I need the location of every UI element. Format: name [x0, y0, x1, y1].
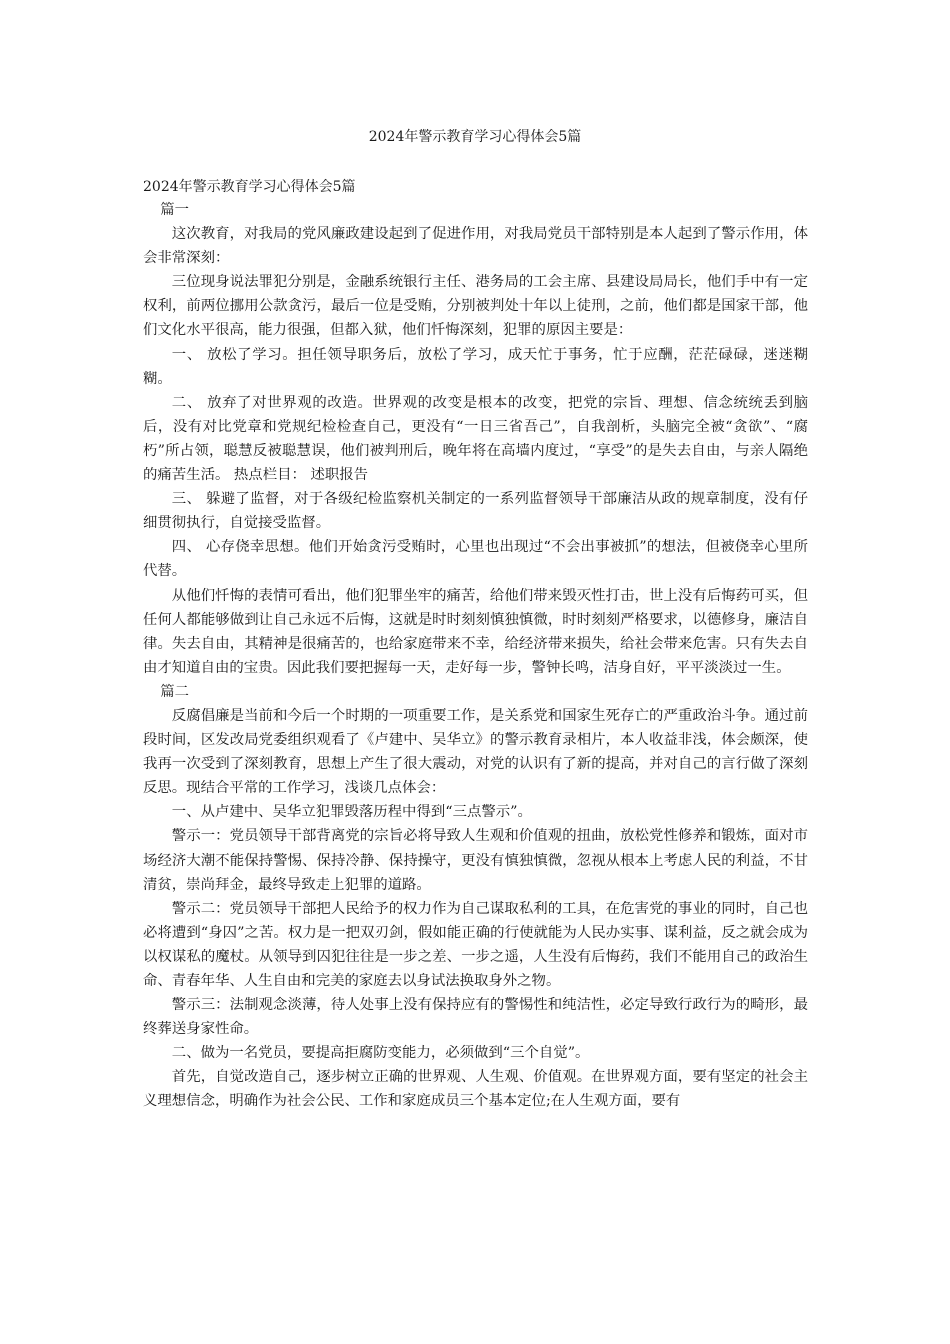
- paragraph: 从他们忏悔的表情可看出，他们犯罪坐牢的痛苦，给他们带来毁灭性打击，世上没有后悔药可买，但任何人都能够做到让自己永远不后悔，这就是时时刻刻慎独慎微，时时刻刻严格要求，以德修身，廉洁自律。失去自由，其精神是很痛苦的，也给家庭带来不幸，给经济带来损失，给社会带来危害。只有失去自由才知道自由的宝贵。因此我们要把握每一天，走好每一步，警钟长鸣，洁身自好，平平淡淡过一生。: [143, 587, 808, 676]
- paragraph: 反腐倡廉是当前和今后一个时期的一项重要工作，是关系党和国家生死存亡的严重政治斗争。通过前段时间，区发改局党委组织观看了《卢建中、吴华立》的警示教育录相片，本人收益非浅，体会颇深，使我再一次受到了深刻教育，思想上产生了很大震动，对党的认识有了新的提高，并对自己的言行做了深刻反思。现结合平常的工作学习，浅谈几点体会：: [143, 707, 808, 797]
- paragraph: 警示二：党员领导干部把人民给予的权力作为自己谋取私利的工具，在危害党的事业的同时，自己也必将遭到“身囚”之苦。权力是一把双刃剑，假如能正确的行使就能为人民办实事、谋利益，反之就会成为以权谋私的魔杖。从领导到囚犯往往是一步之差、一步之遥，人生没有后悔药，我们不能用自己的政治生命、青春年华、人生自由和完美的家庭去以身试法换取身外之物。: [143, 900, 808, 989]
- document-title: 2024年警示教育学习心得体会5篇: [368, 129, 582, 145]
- paragraph: 三、 躲避了监督，对于各级纪检监察机关制定的一系列监督领导干部廉洁从政的规章制度，没有仔细贯彻执行，自觉接受监督。: [143, 491, 808, 532]
- paragraph: 三位现身说法罪犯分别是，金融系统银行主任、港务局的工会主席、县建设局局长，他们手中有一定权利，前两位挪用公款贪污，最后一位是受贿，分别被判处十年以上徒刑，之前，他们都是国家干部，他们文化水平很高，能力很强，但都入狱，他们忏悔深刻，犯罪的原因主要是：: [143, 274, 808, 339]
- section-heading: 篇一: [160, 202, 190, 218]
- paragraph: 一、 放松了学习。担任领导职务后，放松了学习，成天忙于事务，忙于应酬，茫茫碌碌，迷迷糊糊。: [143, 346, 808, 387]
- paragraph: 四、 心存侥幸思想。他们开始贪污受贿时，心里也出现过“不会出事被抓”的想法，但被侥幸心里所代替。: [143, 539, 808, 580]
- paragraph: 一、从卢建中、吴华立犯罪毁落历程中得到“三点警示”。: [171, 804, 532, 821]
- document-subtitle: 2024年警示教育学习心得体会5篇: [143, 179, 356, 195]
- paragraph: 这次教育，对我局的党风廉政建设起到了促进作用，对我局党员干部特别是本人起到了警示作用，体会非常深刻：: [143, 226, 808, 267]
- document-body: [143, 176, 808, 1114]
- paragraph: 二、 放弃了对世界观的改造。世界观的改变是根本的改变，把党的宗旨、理想、信念统统丢到脑后，没有对比党章和党规纪检检查自己，更没有“一日三省吾己”，自我剖析，头脑完全被“贪欲”、“腐朽”所占领，聪慧反被聪慧误，他们被判刑后，晚年将在高墙内度过，“享受”的是失去自由，与亲人隔绝的痛苦生活。 热点栏目： 述职报告: [143, 394, 808, 484]
- paragraph: 警示一：党员领导干部背离党的宗旨必将导致人生观和价值观的扭曲，放松党性修养和锻炼，面对市场经济大潮不能保持警惕、保持冷静、保持操守，更没有慎独慎微，忽视从根本上考虑人民的利益，不甘清贫，崇尚拜金，最终导致走上犯罪的道路。: [143, 828, 808, 893]
- paragraph: 二、做为一名党员，要提高拒腐防变能力，必须做到“三个自觉”。: [171, 1045, 590, 1062]
- section-heading: 篇二: [160, 683, 190, 700]
- paragraph: 警示三：法制观念淡薄，待人处事上没有保持应有的警惕性和纯洁性，必定导致行政行为的畸形，最终葬送身家性命。: [143, 997, 808, 1038]
- paragraph: 首先，自觉改造自己，逐步树立正确的世界观、人生观、价值观。在世界观方面，要有坚定的社会主义理想信念，明确作为社会公民、工作和家庭成员三个基本定位;在人生观方面，要有: [143, 1069, 808, 1110]
